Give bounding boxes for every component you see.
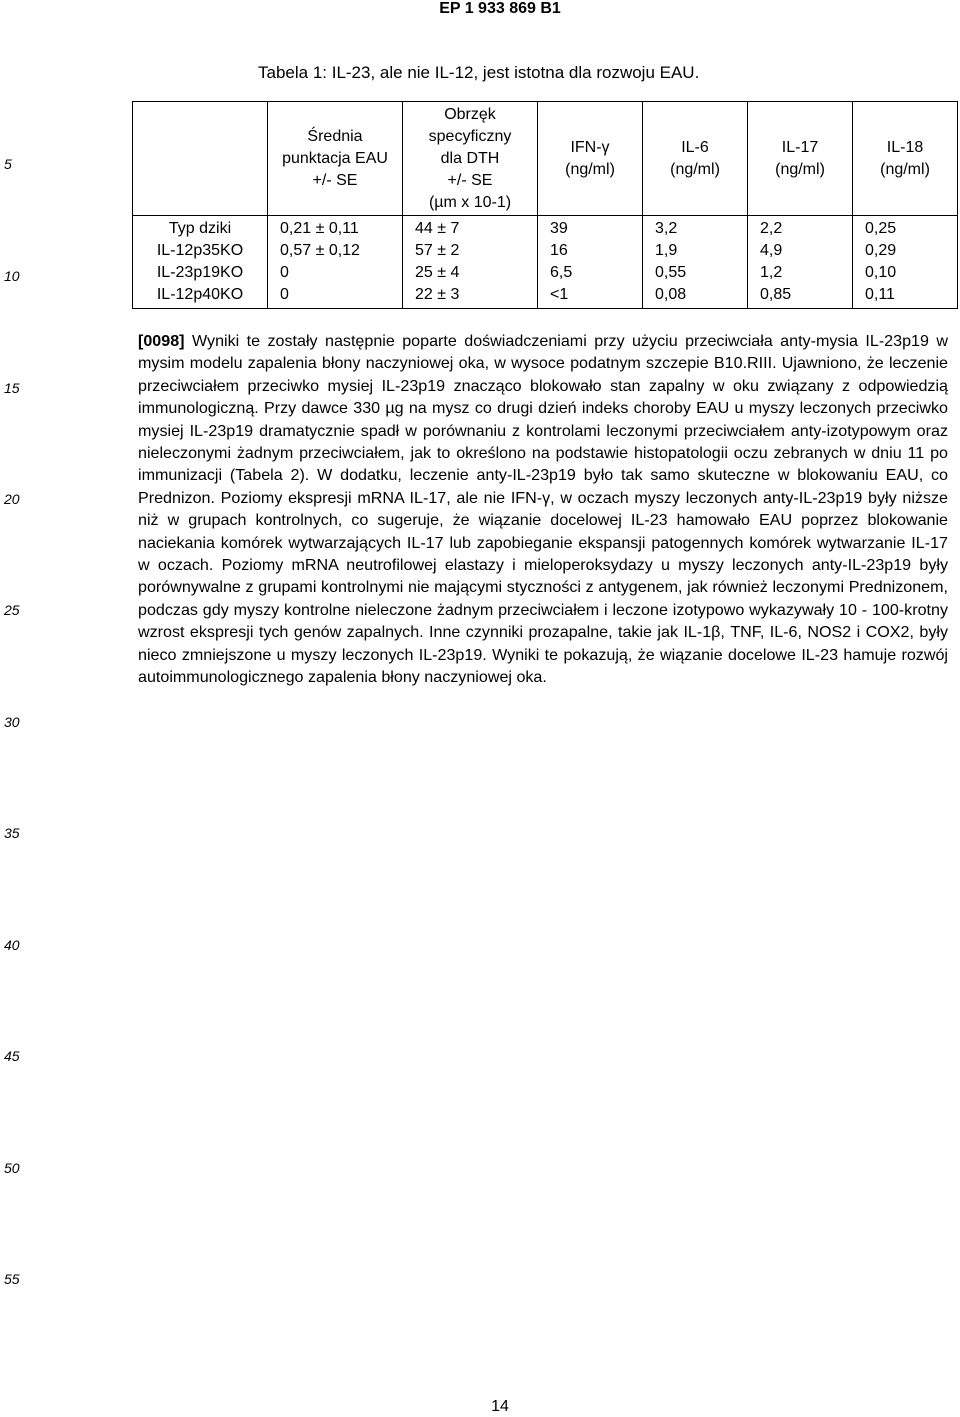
cell-value: 1,9 bbox=[655, 242, 678, 259]
cell-value: 25 ± 4 bbox=[415, 264, 460, 281]
cell-value: 6,5 bbox=[550, 264, 573, 281]
header-line: IFN-γ bbox=[570, 138, 610, 156]
cell-value: <1 bbox=[550, 286, 569, 303]
cell-value: 0 bbox=[280, 264, 289, 281]
cell-value: 0,21 ± 0,11 bbox=[280, 220, 359, 237]
header-line: IL-6 bbox=[681, 138, 709, 156]
header-cell-group bbox=[133, 102, 268, 216]
header-line: IL-18 bbox=[886, 138, 924, 156]
line-number: 20 bbox=[4, 491, 20, 507]
header-line: +/- SE bbox=[447, 171, 493, 189]
header-cell-dth-swelling bbox=[403, 102, 538, 216]
line-number: 25 bbox=[4, 602, 20, 618]
header-line: Średnia bbox=[307, 127, 363, 145]
cell-value: Typ dziki bbox=[168, 220, 232, 237]
paragraph-0098 bbox=[138, 330, 948, 689]
cell-group-names bbox=[133, 216, 268, 309]
cell-value: 22 ± 3 bbox=[415, 286, 460, 303]
line-number: 45 bbox=[4, 1048, 20, 1064]
header-cell-eau-score bbox=[268, 102, 403, 216]
cell-value: 1,2 bbox=[760, 264, 783, 281]
cell-value: IL-12p35KO bbox=[156, 242, 244, 259]
cell-value: 2,2 bbox=[760, 220, 783, 237]
cell-value: 44 ± 7 bbox=[415, 220, 460, 237]
header-cell-ifn-gamma bbox=[538, 102, 643, 216]
line-number: 5 bbox=[4, 156, 12, 172]
header-line: (ng/ml) bbox=[775, 160, 825, 178]
cell-value: 16 bbox=[550, 242, 568, 259]
header-line: (ng/ml) bbox=[565, 160, 615, 178]
header-cell-il18 bbox=[853, 102, 958, 216]
cell-il6-values bbox=[643, 216, 748, 309]
cell-value: 0,85 bbox=[760, 286, 792, 303]
header-cell-il17 bbox=[748, 102, 853, 216]
line-number: 55 bbox=[4, 1271, 20, 1287]
paragraph-number: [0098] bbox=[138, 332, 185, 350]
cell-value: 3,2 bbox=[655, 220, 678, 237]
cell-value: 0 bbox=[280, 286, 289, 303]
line-number: 50 bbox=[4, 1160, 20, 1176]
header-line: punktacja EAU bbox=[282, 149, 388, 167]
header-cell-il6 bbox=[643, 102, 748, 216]
header-line: (ng/ml) bbox=[880, 160, 930, 178]
table-header-row bbox=[133, 102, 958, 216]
header-line: Obrzęk bbox=[444, 105, 496, 123]
cell-value: IL-12p40KO bbox=[156, 286, 244, 303]
line-number: 15 bbox=[4, 380, 20, 396]
header-line: dla DTH bbox=[440, 149, 500, 167]
cell-il18-values bbox=[853, 216, 958, 309]
cell-value: 57 ± 2 bbox=[415, 242, 460, 259]
cell-value: 0,55 bbox=[655, 264, 687, 281]
cell-value: 0,57 ± 0,12 bbox=[280, 242, 360, 259]
cell-il17-values bbox=[748, 216, 853, 309]
patent-number: EP 1 933 869 B1 bbox=[439, 0, 561, 17]
cell-value: 0,11 bbox=[865, 286, 895, 303]
cell-value: 0,08 bbox=[655, 286, 687, 303]
header-line: (ng/ml) bbox=[670, 160, 720, 178]
cell-value: 0,25 bbox=[865, 220, 897, 237]
results-table bbox=[132, 101, 958, 309]
paragraph-text: Wyniki te zostały następnie poparte doświadczeniami przy użyciu przeciwciała anty-mysia IL-23p19 w mysim modelu zapalenia błony naczyniowej oka, w wysoce podatnym szczepie B10.RIII. Ujawniono, że leczenie przeciwciałem przeciwko mysiej IL-23p19 znacząco blokowało stan zapalny w oku związany z odpowiedzią immunologiczną. Przy dawce 330 µg na mysz co drugi dzień indeks choroby EAU u myszy leczonych przeciwko mysiej IL-23p19 dramatycznie spadł w porównaniu z kontrolami leczonymi przeciwciałem anty-izotypowym oraz nieleczonymi żadnym przeciwciałem, jak to określono na podstawie histopatologii oczu zebranych w dniu 11 po immunizacji (Tabela 2). W dodatku, leczenie anty-IL-23p19 było tak samo skuteczne w blokowaniu EAU, co Prednizon. Poziomy ekspresji mRNA IL-17, ale nie IFN-γ, w oczach myszy leczonych anty-IL-23p19 były niższe niż w grupach kontrolnych, co sugeruje, że wiązanie docelowej IL-23 hamowało EAU poprzez blokowanie naciekania komórek wytwarzających IL-17 lub zapobieganie ekspansji patogennych komórek wytwarzanie IL-17 w oczach. Poziomy mRNA neutrofilowej elastazy i mieloperoksydazy u myszy leczonych anty-IL-23p19 były porównywalne z grupami kontrolnymi nie mającymi styczności z antygenem, jak również leczonymi Prednizonem, podczas gdy myszy kontrolne nieleczone żadnym przeciwciałem i leczone izotypowo wykazywały 10 - 100-krotny wzrost ekspresji tych genów zapalnych. Inne czynniki prozapalne, takie jak IL-1β, TNF, IL-6, NOS2 i COX2, były nieco zmniejszone u myszy leczonych IL-23p19. Wyniki te pokazują, że wiązanie docelowe IL-23 hamuje rozwój autoimmunologicznego zapalenia błony naczyniowej oka. bbox=[138, 332, 948, 687]
header-line: IL-17 bbox=[781, 138, 819, 156]
cell-value: 4,9 bbox=[760, 242, 783, 259]
line-number: 10 bbox=[4, 268, 20, 284]
table-row bbox=[133, 216, 958, 309]
cell-dth-values bbox=[403, 216, 538, 309]
cell-value: 0,10 bbox=[865, 264, 897, 281]
header-line: specyficzny bbox=[428, 127, 512, 145]
cell-ifn-values bbox=[538, 216, 643, 309]
line-number: 40 bbox=[4, 937, 20, 953]
line-number: 30 bbox=[4, 714, 20, 730]
cell-eau-score-values bbox=[268, 216, 403, 309]
header-line: (µm x 10-1) bbox=[428, 193, 512, 211]
header-line: +/- SE bbox=[312, 171, 358, 189]
cell-value: IL-23p19KO bbox=[156, 264, 244, 281]
cell-value: 39 bbox=[550, 220, 568, 237]
cell-value: 0,29 bbox=[865, 242, 897, 259]
page-number: 14 bbox=[491, 1398, 509, 1415]
line-number: 35 bbox=[4, 825, 20, 841]
table-caption: Tabela 1: IL-23, ale nie IL-12, jest istotna dla rozwoju EAU. bbox=[258, 63, 700, 82]
